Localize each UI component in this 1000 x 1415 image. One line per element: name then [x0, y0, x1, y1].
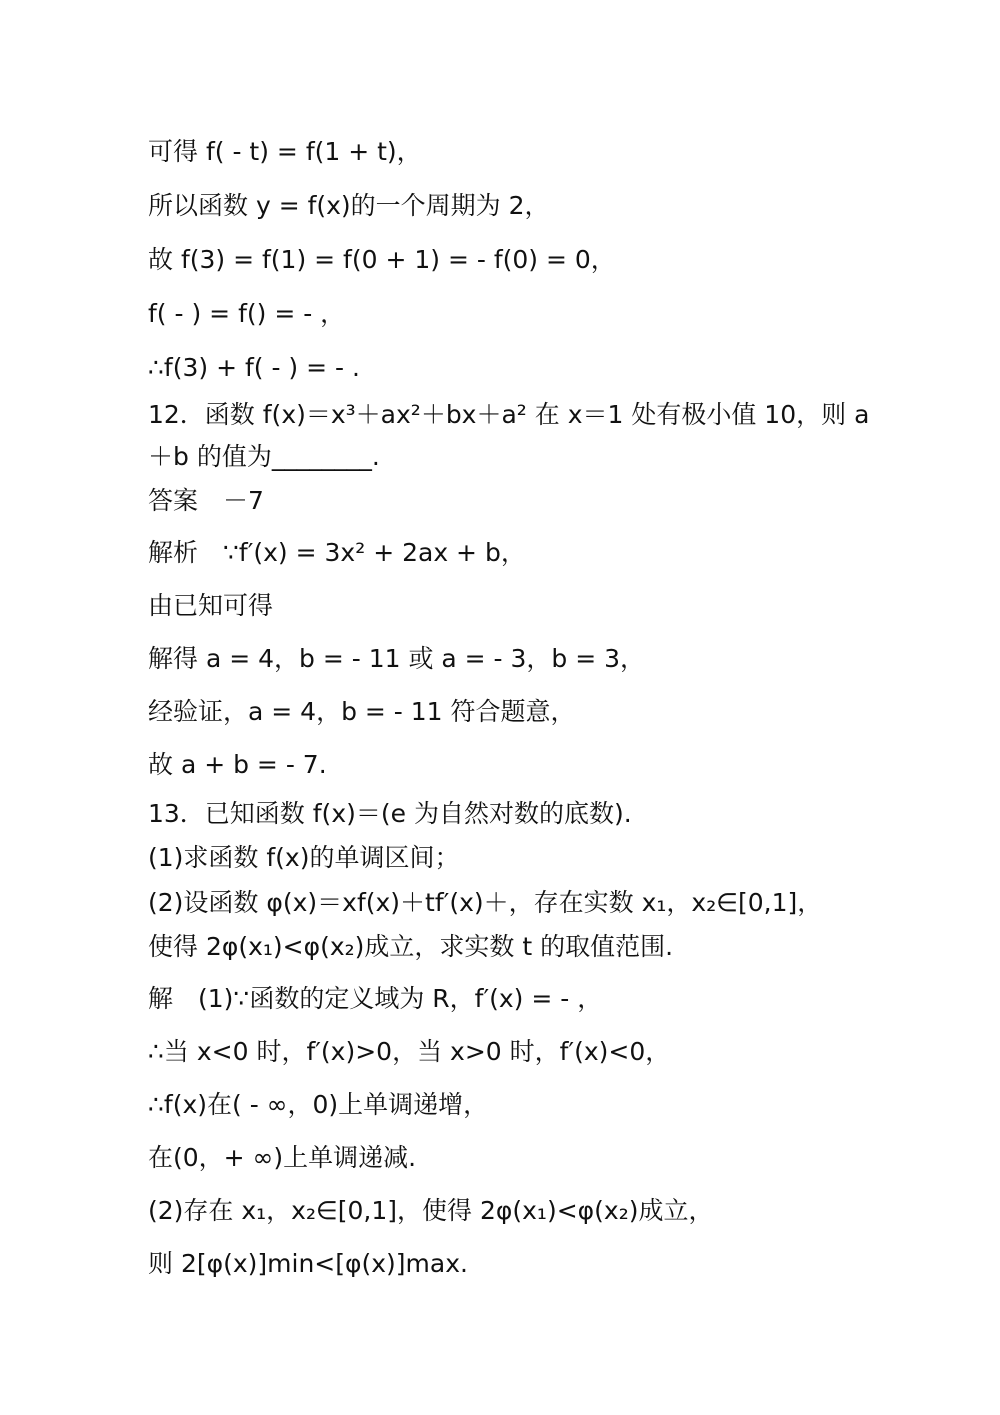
answer-line: 答案 －7 — [148, 486, 264, 515]
text-line: 则 2[φ(x)]min<[φ(x)]max. — [148, 1249, 468, 1278]
text-line: 可得 f( - t) = f(1 + t)， — [148, 137, 422, 166]
text-line: ∴f(x)在( - ∞，0)上单调递增， — [148, 1090, 489, 1119]
text-line: 故 f(3) = f(1) = f(0 + 1) = - f(0) = 0， — [148, 245, 616, 274]
text-line: 所以函数 y = f(x)的一个周期为 2， — [148, 191, 550, 220]
solution-line: 解 (1)∵函数的定义域为 R，f′(x) = - ， — [148, 984, 603, 1013]
question-13-part-2-line-1: (2)设函数 φ(x)＝xf(x)＋tf′(x)＋，存在实数 x₁，x₂∈[0,1]， — [148, 888, 823, 917]
text-line: 由已知可得 — [148, 591, 274, 620]
question-13-part-2-line-2: 使得 2φ(x₁)<φ(x₂)成立，求实数 t 的取值范围. — [148, 932, 674, 961]
text-line: 经验证，a = 4，b = - 11 符合题意， — [148, 697, 576, 726]
text-line: 在(0，+ ∞)上单调递减. — [148, 1143, 417, 1172]
question-13-part-1: (1)求函数 f(x)的单调区间； — [148, 843, 460, 872]
question-12-line-1: 12．函数 f(x)＝x³＋ax²＋bx＋a² 在 x＝1 处有极小值 10，则 a — [148, 400, 870, 429]
text-line: 故 a + b = - 7. — [148, 750, 327, 779]
text-line: ∴f(3) + f( - ) = - . — [148, 353, 360, 382]
analysis-line: 解析 ∵f′(x) = 3x² + 2ax + b， — [148, 538, 526, 567]
question-12-line-2: ＋b 的值为________. — [148, 442, 380, 471]
question-13-line: 13．已知函数 f(x)＝(e 为自然对数的底数). — [148, 799, 632, 828]
text-line: ∴当 x<0 时，f′(x)>0，当 x>0 时，f′(x)<0， — [148, 1037, 671, 1066]
text-line: f( - ) = f() = - ， — [148, 299, 346, 328]
text-line: 解得 a = 4，b = - 11 或 a = - 3，b = 3， — [148, 644, 646, 673]
text-line: (2)存在 x₁，x₂∈[0,1]，使得 2φ(x₁)<φ(x₂)成立， — [148, 1196, 714, 1225]
